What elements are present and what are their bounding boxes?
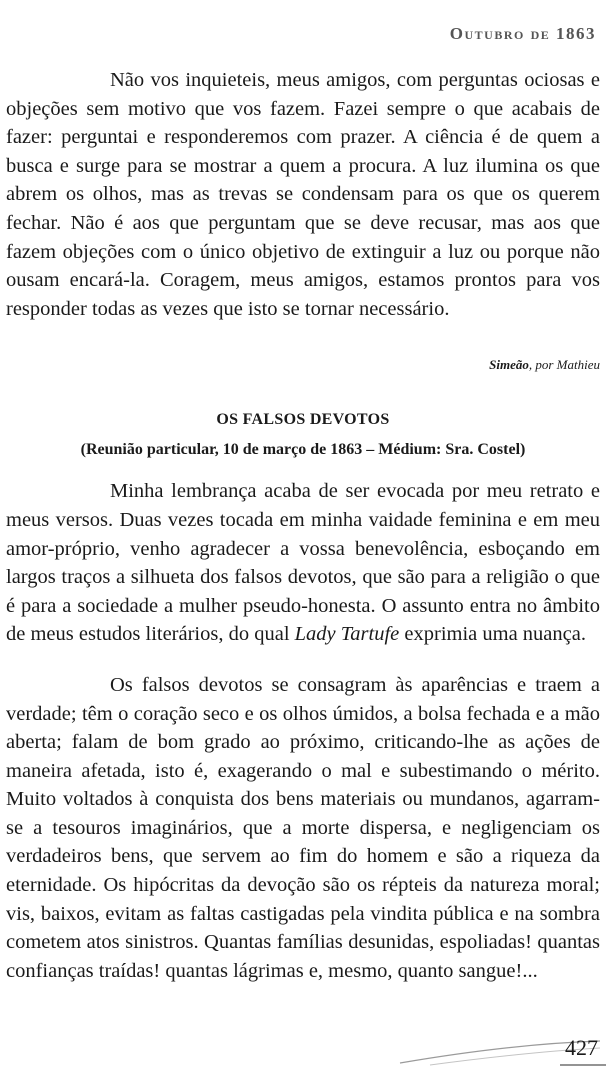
page-body [6, 66, 600, 985]
running-header: Outubro de 1863 [449, 24, 596, 43]
page-footer [0, 1021, 606, 1081]
signature [6, 357, 600, 373]
paragraph-2-italic-title: Lady Tartufe [294, 623, 400, 646]
paragraph-3: Os falsos devotos se consagram às aparências e traem a verdade; têm o coração seco e os olhos úmidos, a bolsa fechada e a mão aberta; falam de bom grado ao próximo, criticando-lhe as ações de maneira afetada, isto é, exagerando o mal e subestimando o mérito. Muito voltados à conquista dos bens materiais ou mundanos, agarram-se a tesouros imaginários, que a morte dispersa, e negligenciam os verdadeiros bens, que servem ao fim do homem e são a riqueza da eternidade. Os hipócritas da devoção são os répteis da natureza moral; vis, baixos, evitam as faltas castigadas pela vindita pública e na sombra cometem atos sinistros. Quantas famílias desunidas, espoliadas! quantas confianças traídas! quantas lágrimas e, mesmo, quanto sangue!... [6, 673, 600, 982]
section-title: OS FALSOS DEVOTOS [216, 411, 390, 429]
page-number: 427 [565, 1035, 598, 1060]
signature-suffix: , por Mathieu [528, 357, 600, 373]
footer-swoosh-ornament [0, 1021, 606, 1081]
paragraph-2-text-a: Minha lembrança acaba de ser evocada por meu retrato e meus versos. Duas vezes tocada em minha vaidade feminina e em meu amor-próprio, venho agradecer a vossa benevolência, esboçando em largos traços a silhueta dos falsos devotos, que são para a religião o que é para a sociedade a mulher pseudo-honesta. O assunto entra no âmbito de meus estudos literários, do qual [6, 480, 600, 646]
paragraph-1: Não vos inquieteis, meus amigos, com perguntas ociosas e objeções sem motivo que vos fazem. Fazei sempre o que acabais de fazer: perguntai e responderemos com prazer. A ciência é de quem a busca e surge para se mostrar a quem a procura. A luz ilumina os que abrem os olhos, mas as trevas se condensam para os que os querem fechar. Não é aos que perguntam que se deve recusar, mas aos que fazem objeções com o único objetivo de extinguir a luz ou porque não ousam encará-la. Coragem, meus amigos, estamos prontos para vos responder todas as vezes que isto se tornar necessário. [6, 69, 600, 320]
paragraph-2 [6, 477, 600, 649]
signature-name: Simeão [489, 357, 529, 373]
section-subtitle: (Reunião particular, 10 de março de 1863 – Médium: Sra. Costel) [80, 441, 526, 459]
paragraph-2-text-b: exprimia uma nuança. [399, 623, 586, 646]
